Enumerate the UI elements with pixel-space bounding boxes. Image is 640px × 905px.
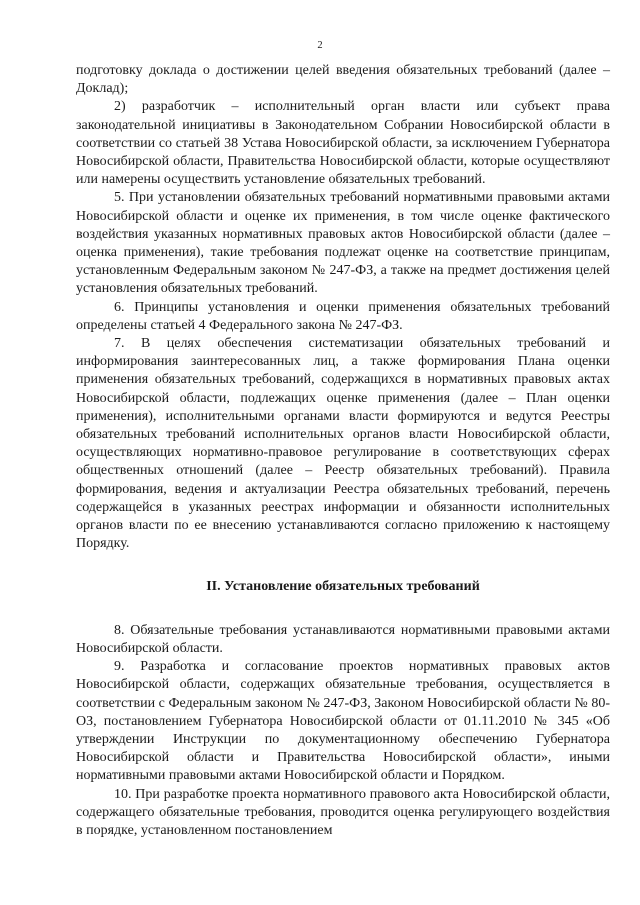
paragraph-item-2-developer: 2) разработчик – исполнительный орган власти или субъект права законодательной инициативы в Законодательном Собрании Новосибирской области в соответствии со статьей 38 Устава Новосибирской области, за исключением Губернатора Новосибирской области, Правительства Новосибирской области, которые осуществляют или намерены осуществить установление обязательных требований.: [76, 99, 610, 188]
paragraph-continuation: подготовку доклада о достижении целей введения обязательных требований (далее – Доклад);: [76, 63, 610, 97]
document-body: [76, 62, 610, 840]
paragraph-8: 8. Обязательные требования устанавливаются нормативными правовыми актами Новосибирской области.: [76, 622, 610, 656]
section-heading: II. Установление обязательных требований: [206, 579, 480, 595]
paragraph-7: 7. В целях обеспечения систематизации обязательных требований и информирования заинтересованных лиц, а также формирования Плана оценки применения обязательных требований, содержащихся в нормативных правовых актах Новосибирской области, подлежащих оценке применения (далее – План оценки применения), исполнительными органами власти формируются и ведутся Реестры обязательных требований исполнительных органов власти Новосибирской области, осуществляющих нормативно-правовое регулирование в соответствующих сферах общественных отношений (далее – Реестр обязательных требований). Правила формирования, ведения и актуализации Реестра обязательных требований, перечень содержащейся в указанных реестрах информации и обязанности исполнительных органов власти по ее внесению устанавливаются согласно приложению к настоящему Порядку.: [76, 336, 610, 552]
paragraph-6: 6. Принципы установления и оценки применения обязательных требований определены статьей 4 Федерального закона № 247-ФЗ.: [76, 299, 610, 333]
page-number: 2: [317, 40, 323, 51]
paragraph-10: 10. При разработке проекта нормативного правового акта Новосибирской области, содержащего обязательные требования, проводится оценка регулирующего воздействия в порядке, установленном постановлением: [76, 786, 610, 838]
paragraph-9: 9. Разработка и согласование проектов нормативных правовых актов Новосибирской области, содержащих обязательные требования, осуществляется в соответствии с Федеральным законом № 247-ФЗ, Законом Новосибирской области № 80-ОЗ, постановлением Губернатора Новосибирской области от 01.11.2010 № 345 «Об утверждении Инструкции по документационному обеспечению Губернатора Новосибирской области и Правительства Новосибирской области», иными нормативными правовыми актами Новосибирской области и Порядком.: [76, 659, 610, 784]
paragraph-5: 5. При установлении обязательных требований нормативными правовыми актами Новосибирской области и оценке их применения, в том числе оценке фактического воздействия указанных нормативных правовых актов Новосибирской области (далее – оценка применения), такие требования подлежат оценке на соответствие принципам, установленным Федеральным законом № 247-ФЗ, а также на предмет достижения целей установления обязательных требований.: [76, 190, 610, 297]
